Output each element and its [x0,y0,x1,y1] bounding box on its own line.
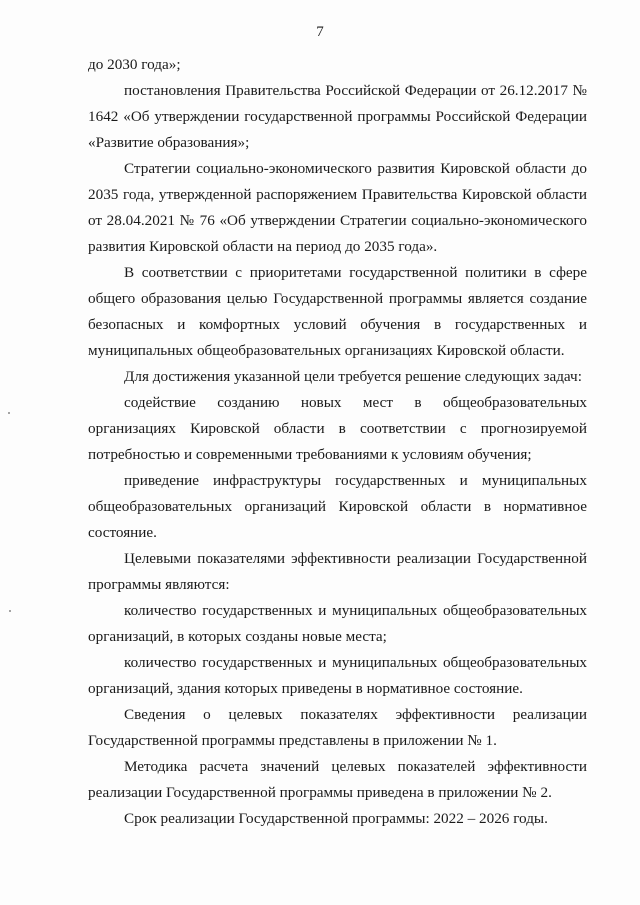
paragraph-7: приведение инфраструктуры государственных и муниципальных общеобразовательных организаций Кировской области в нормативное состояние. [88,472,587,541]
paragraph-4: В соответствии с приоритетами государственной политики в сфере общего образования целью Государственной программы является создание безопасных и комфортных условий обучения в государственных и муниципальных общеобразовательных организациях Кировской области. [88,264,587,359]
paragraph-8: Целевыми показателями эффективности реализации Государственной программы являются: [88,550,587,593]
document-body [88,52,587,832]
paragraph-10: количество государственных и муниципальных общеобразовательных организаций, здания которых приведены в нормативное состояние. [88,654,587,697]
paragraph-11: Сведения о целевых показателях эффективности реализации Государственной программы представлены в приложении № 1. [88,706,587,749]
paragraph-13: Срок реализации Государственной программы: 2022 – 2026 годы. [124,810,548,827]
paragraph-2: постановления Правительства Российской Федерации от 26.12.2017 № 1642 «Об утверждении государственной программы Российской Федерации «Развитие образования»; [88,82,587,151]
paragraph-12: Методика расчета значений целевых показателей эффективности реализации Государственной программы приведена в приложении № 2. [88,758,587,801]
paragraph-5: Для достижения указанной цели требуется решение следующих задач: [124,368,582,385]
scan-speck [8,412,10,414]
page-number: 7 [316,24,324,40]
paragraph-9: количество государственных и муниципальных общеобразовательных организаций, в которых созданы новые места; [88,602,587,645]
paragraph-1: до 2030 года»; [88,56,181,73]
scan-speck [9,610,11,612]
paragraph-6: содействие созданию новых мест в общеобразовательных организациях Кировской области в соответствии с прогнозируемой потребностью и современными требованиями к условиям обучения; [88,394,587,463]
paragraph-3: Стратегии социально-экономического развития Кировской области до 2035 года, утвержденной распоряжением Правительства Кировской области от 28.04.2021 № 76 «Об утверждении Стратегии социально-экономического развития Кировской области на период до 2035 года». [88,160,587,255]
